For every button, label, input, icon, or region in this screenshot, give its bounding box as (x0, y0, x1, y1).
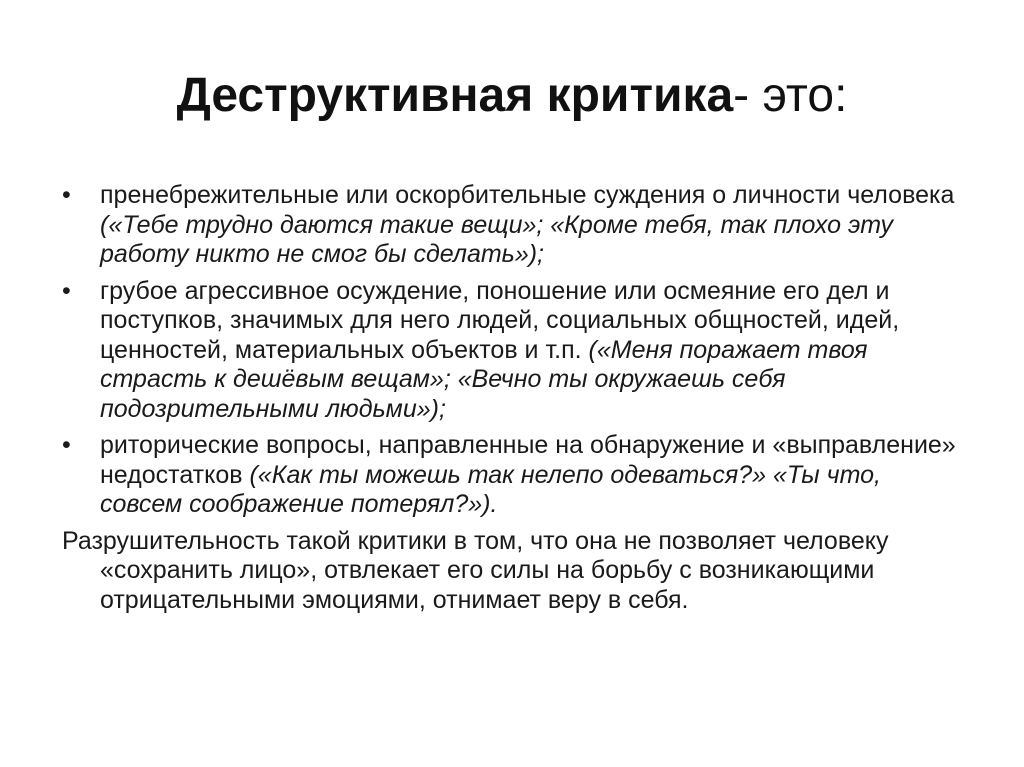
slide-title (0, 66, 1024, 126)
bullet-text: грубое агрессивное осуждение, поношение или осмеяние его дел и поступков, значимых для него людей, социальных общностей, идей, ценностей, материальных объектов и т.п. (100, 276, 900, 364)
bullet-example: («Как ты можешь так нелепо одеваться?» «Ты что, совсем соображение потерял?»). (100, 460, 881, 518)
summary-paragraph: Разрушительность такой критики в том, что она не позволяет человеку «сохранить лицо», отвлекает его силы на борьбу с возникающими отрицательными эмоциями, отнимает веру в себя. (62, 526, 889, 614)
bullet-text: риторические вопросы, направленные на обнаружение и «выправление» недостатков (100, 431, 956, 489)
bullet-list (62, 181, 962, 520)
title-rest: - это: (733, 69, 848, 122)
bullet-icon: • (62, 431, 71, 459)
bullet-text: пренебрежительные или оскорбительные суждения о личности человека (100, 181, 955, 209)
bullet-item (62, 277, 962, 425)
bullet-icon: • (62, 276, 71, 305)
bullet-icon: • (62, 181, 71, 209)
slide-content (62, 181, 962, 615)
bullet-item (62, 431, 962, 520)
bullet-example: («Меня поражает твоя страсть к дешёвым вещам»; «Вечно ты окружаешь себя подозрительными людьми»); (100, 335, 868, 423)
bullet-item (62, 181, 962, 270)
bullet-example: («Тебе трудно даются такие вещи»; «Кроме тебя, так плохо эту работу никто не смог бы сделать»); (100, 210, 894, 268)
title-bold-part: Деструктивная критика (176, 69, 734, 122)
